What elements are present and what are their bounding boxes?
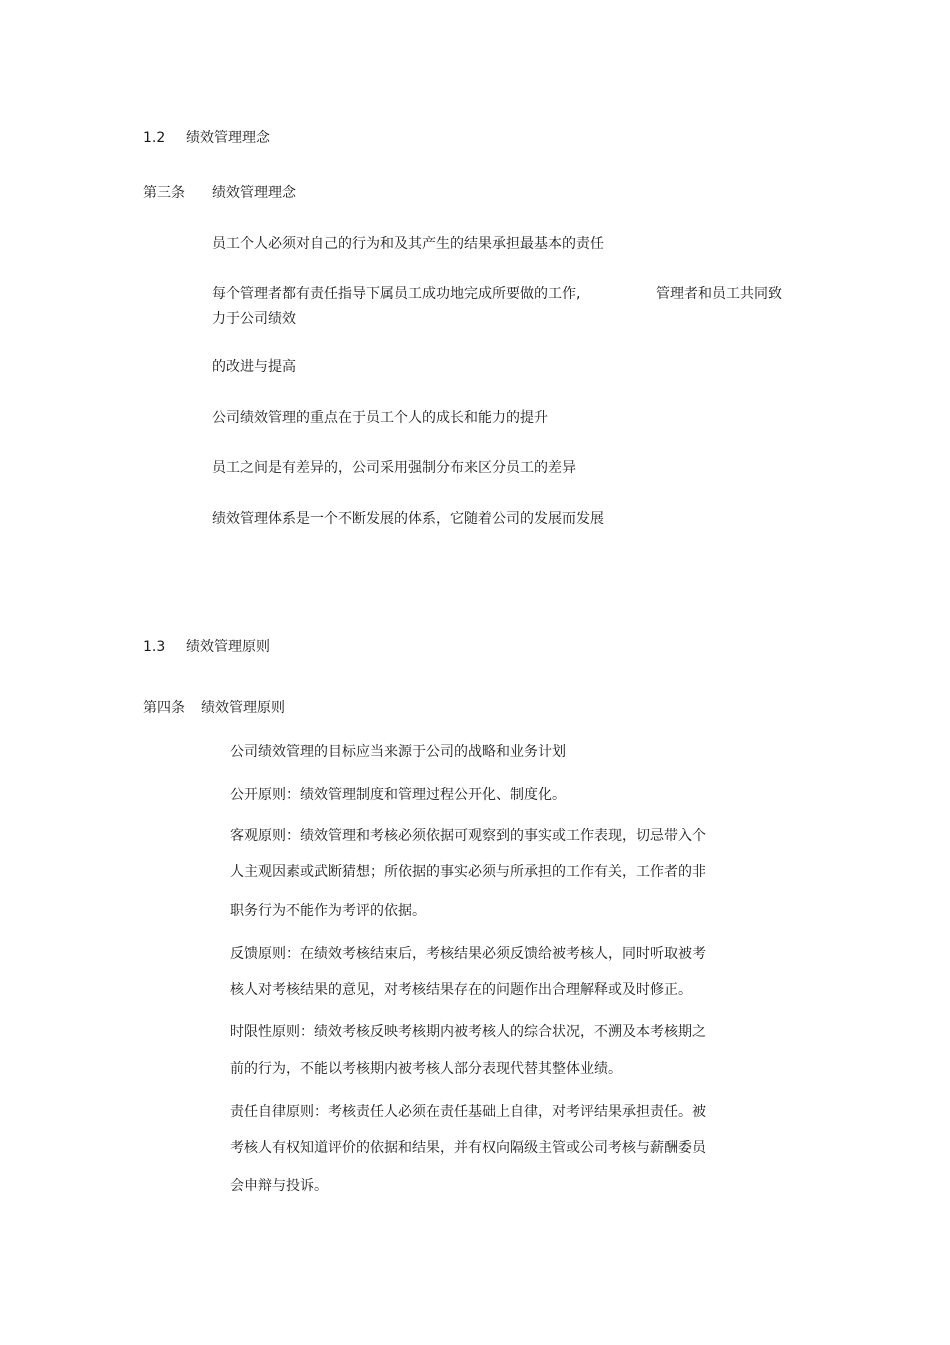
article-4-line: 客观原则：绩效管理和考核必须依据可观察到的事实或工作表现，切忌带入个 bbox=[230, 828, 706, 844]
section-1-2-title: 绩效管理理念 bbox=[186, 130, 270, 146]
article-3-item: 的改进与提高 bbox=[212, 359, 296, 375]
article-3-item: 公司绩效管理的重点在于员工个人的成长和能力的提升 bbox=[212, 410, 548, 426]
article-3-item: 绩效管理体系是一个不断发展的体系，它随着公司的发展而发展 bbox=[212, 511, 604, 527]
article-3-number: 第三条 bbox=[143, 185, 185, 201]
article-4-line: 人主观因素或武断猜想；所依据的事实必须与所承担的工作有关，工作者的非 bbox=[230, 864, 706, 880]
article-4-line: 公开原则：绩效管理制度和管理过程公开化、制度化。 bbox=[230, 787, 566, 803]
article-3-item: 每个管理者都有责任指导下属员工成功地完成所要做的工作, bbox=[212, 286, 581, 302]
article-4-line: 责任自律原则：考核责任人必须在责任基础上自律，对考评结果承担责任。被 bbox=[230, 1104, 706, 1120]
article-4-line: 核人对考核结果的意见，对考核结果存在的问题作出合理解释或及时修正。 bbox=[230, 982, 692, 998]
article-3-item-continuation: 管理者和员工共同致 bbox=[656, 286, 782, 302]
article-3-item-wrap: 力于公司绩效 bbox=[212, 311, 296, 327]
article-4-line: 前的行为，不能以考核期内被考核人部分表现代替其整体业绩。 bbox=[230, 1061, 622, 1077]
article-4-line: 考核人有权知道评价的依据和结果，并有权向隔级主管或公司考核与薪酬委员 bbox=[230, 1140, 706, 1156]
article-3-item: 员工个人必须对自己的行为和及其产生的结果承担最基本的责任 bbox=[212, 236, 604, 252]
article-4-line: 反馈原则：在绩效考核结束后，考核结果必须反馈给被考核人，同时听取被考 bbox=[230, 946, 706, 962]
article-4-line: 公司绩效管理的目标应当来源于公司的战略和业务计划 bbox=[230, 744, 566, 760]
section-1-3-number: 1.3 bbox=[143, 639, 166, 655]
section-1-3-title: 绩效管理原则 bbox=[186, 639, 270, 655]
section-1-2-number: 1.2 bbox=[143, 130, 166, 146]
article-4-line: 职务行为不能作为考评的依据。 bbox=[230, 903, 426, 919]
article-4-number: 第四条 bbox=[143, 700, 185, 716]
article-3-item: 员工之间是有差异的，公司采用强制分布来区分员工的差异 bbox=[212, 460, 576, 476]
article-4-title: 绩效管理原则 bbox=[201, 700, 285, 716]
article-4-line: 时限性原则：绩效考核反映考核期内被考核人的综合状况，不溯及本考核期之 bbox=[230, 1024, 706, 1040]
article-4-line: 会申辩与投诉。 bbox=[230, 1178, 328, 1194]
article-3-title: 绩效管理理念 bbox=[212, 185, 296, 201]
